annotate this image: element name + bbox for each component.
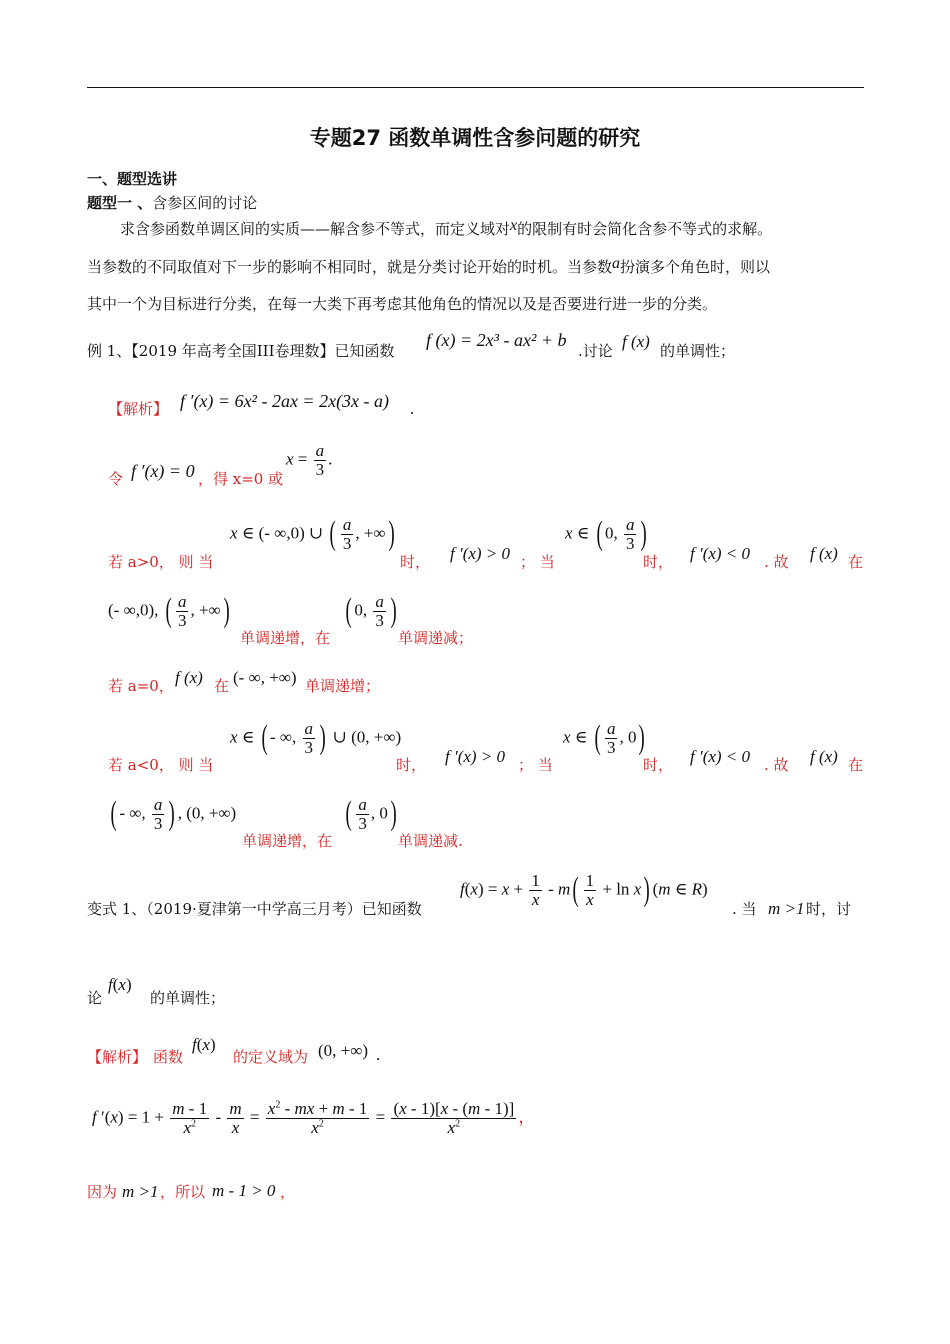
get-text: ，得 x=0 或 [198,470,284,488]
variant-1-line2-a: 论 [87,989,103,1007]
case-neg-when-2: 时， [643,756,674,774]
case-neg-on: 在 [848,756,864,774]
derivative-expr: f ′(x) = 6x² - 2ax = 2x(3x - a) [180,391,390,411]
let-text: 令 [108,470,124,488]
derivative-m-expr: f ′(x) = 1 + $\frac{m - 1}{x^2}$ - $\frac{m}{x}$ = $\frac{x^2 - mx + m - 1}{x^2}$ = $\frac{(x - 1)[x - (m - 1)]}{x^2}$ ， [92,1099,536,1137]
m-gt-1-b: m >1 [122,1182,159,1201]
solution-2-text-2: 的定义域为 [233,1048,309,1066]
interval-union-neg: x ∈ ( - ∞, $\frac{a}{3}$ ) ∪ (0, +∞) [230,719,402,757]
case-pos-when: 时， [400,553,431,571]
type-label: 题型一 、 [87,194,153,212]
case-pos-so: . 故 [764,553,789,571]
case-zero-inc: 单调递增； [305,677,381,695]
dec-interval-neg: ( $\frac{a}{3}$ , 0) [345,795,397,833]
because-text: 因为 [87,1183,118,1201]
intro-line-1 [120,217,773,238]
example-1-function: f (x) = 2x³ - ax² + b [426,330,567,350]
intro-text-d: 扮演多个角色时，则以 [620,258,771,276]
inc-label-neg: 单调递增，在 [242,832,333,850]
fx-ref-1: f (x) [810,544,838,563]
solution-2-text-1: 函数 [153,1048,184,1066]
type-topic: 含参区间的讨论 [152,194,258,212]
variant-1-cond-2: 时，讨 [806,900,852,918]
inc-intervals-pos: (- ∞,0), ( $\frac{a}{3}$ , +∞) [108,592,230,630]
page-title: 专题27 函数单调性含参问题的研究 [309,126,641,150]
deriv-positive: f ′(x) > 0 [450,544,511,563]
period-1: . [410,399,415,418]
period-2: . [376,1045,381,1064]
case-pos-lead: 若 a>0， 则 当 [108,553,214,571]
header-rule [87,87,864,88]
intro-text-c: 当参数的不同取值对下一步的影响不相同时，就是分类讨论开始的时机。当参数 [87,258,613,276]
deriv-positive-2: f ′(x) > 0 [445,747,506,766]
intro-text-a: 求含参函数单调区间的实质——解含参不等式，而定义域对 [120,220,511,238]
inc-label-pos: 单调递增，在 [240,629,331,647]
example-1-label: 例 1、【2019 年高考全国III卷理数】已知函数 [87,342,395,360]
fx-ref-2: f (x) [175,668,203,687]
x-eq-a-over-3: x = $\frac{a}{3}$ . [286,441,333,479]
variant-1-function: f(x) = x + $\frac{1}{x}$ - m( $\frac{1}{x}$ + ln x) (m ∈ R) [460,871,708,909]
solution-1-tag: 【解析】 [108,400,169,418]
domain-interval: (0, +∞) [318,1041,369,1060]
case-pos-semi: ； 当 [520,553,555,571]
variant-1-cond: . 当 [732,900,757,918]
inc-intervals-neg: ( - ∞, $\frac{a}{3}$ ) , (0, +∞) [110,795,237,833]
solution-2-tag: 【解析】 [87,1048,148,1066]
case-pos-on: 在 [848,553,864,571]
var-a: a [612,255,621,272]
intro-line-3: 其中一个为目标进行分类，在每一大类下再考虑其他角色的情况以及是否要进行进一步的分类。 [87,295,718,313]
variant-1-label: 变式 1、（2019·夏津第一中学高三月考）已知函数 [87,900,422,918]
case-pos-when-2: 时， [643,553,674,571]
case-neg-when: 时， [396,756,427,774]
deriv-negative-2: f ′(x) < 0 [690,747,751,766]
so-text: ，所以 [160,1183,206,1201]
case-neg-so: . 故 [764,756,789,774]
type-heading [87,196,257,211]
variant-1-line2-b: 的单调性； [150,989,226,1007]
example-1-fx: f (x) [622,332,650,351]
dec-label-neg: 单调递减. [398,832,463,850]
dec-interval-pos: ( 0, $\frac{a}{3}$ ) [345,592,397,630]
derivative-zero: f ′(x) = 0 [131,461,195,481]
case-neg-semi: ； 当 [518,756,553,774]
dec-label-pos: 单调递减； [398,629,474,647]
interval-union-pos: x ∈ (- ∞,0) ∪ ( $\frac{a}{3}$ , +∞) [230,515,395,553]
section-heading: 一、题型选讲 [87,170,178,188]
interval-neg-dec: x ∈ ( $\frac{a}{3}$ , 0) [563,719,646,757]
deriv-negative: f ′(x) < 0 [690,544,751,563]
var-x: x [510,217,518,234]
interval-pos-dec: x ∈ ( 0, $\frac{a}{3}$ ) [565,515,648,553]
case-zero-lead: 若 a=0， [108,677,174,695]
fx-ref-4: f(x) [108,975,132,994]
intro-text-b: 的限制有时会简化含参不等式的求解。 [517,220,773,238]
m-minus-1-positive: m - 1 > 0 [212,1181,276,1200]
example-1-end: 的单调性； [660,342,736,360]
m-gt-1: m >1 [768,899,805,918]
fx-ref-3: f (x) [810,747,838,766]
all-reals: (- ∞, +∞) [233,668,297,687]
comma-end: ， [280,1183,296,1201]
intro-line-2 [87,255,771,276]
case-neg-lead: 若 a<0， 则 当 [108,756,214,774]
example-1-mid: .讨论 [578,342,613,360]
fx-ref-5: f(x) [192,1035,216,1054]
case-zero-on: 在 [214,677,230,695]
